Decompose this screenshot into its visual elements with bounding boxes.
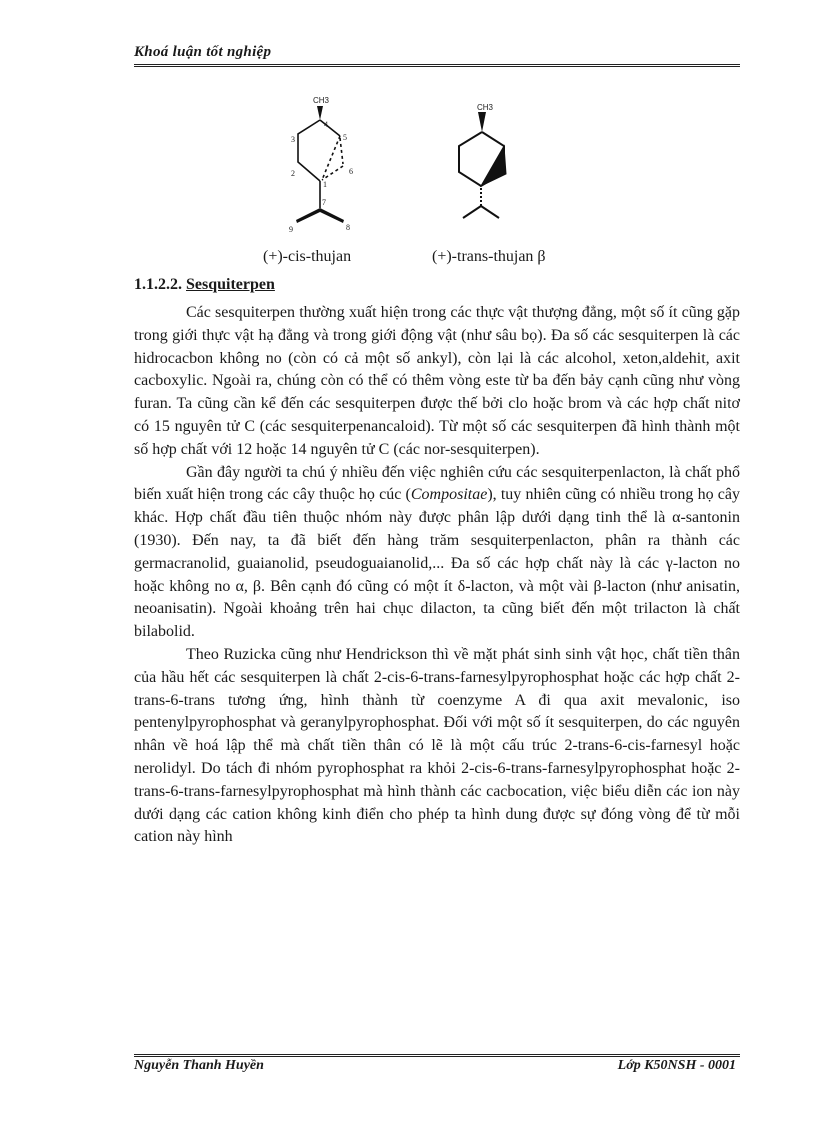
cis-atom-4: 4 (324, 120, 328, 129)
cis-atom-6: 6 (349, 167, 353, 176)
thujan-structures-figure (0, 80, 816, 270)
trans-isopropyl-left (463, 206, 481, 218)
paragraph-2 (134, 462, 740, 644)
paragraph-2-part-a: Gần đây người ta chú ý nhiều đến việc nghiên cứu các sesquiterpenlacton, là chất phổ biến xuất hiện trong các cây thuộc họ cúc ( (134, 463, 740, 504)
trans-cyclopropane-wedge (481, 146, 506, 186)
cis-methyl-wedge-bond (317, 106, 323, 120)
trans-isopropyl-right (481, 206, 499, 218)
section-number: 1.1.2.2. (134, 276, 182, 293)
trans-thujan-structure (459, 112, 506, 218)
section-heading (134, 276, 275, 294)
footer-class-label: Lớp K50NSH - 0001 (617, 1058, 736, 1073)
cis-thujan-structure (296, 106, 344, 223)
trans-methyl-wedge-bond (478, 112, 486, 132)
cis-ring-top-right-bond (320, 120, 340, 136)
paragraph-1: Các sesquiterpen thường xuất hiện trong các thực vật thượng đẳng, một số ít cũng gặp trong giới thực vật hạ đẳng và trong giới động vật (như sâu bọ). Đa số các sesquiterpen là các hidrocacbon không no (còn có cả một số ankyl), còn lại là các alcohol, xeton,aldehit, axit cacboxylic. Ngoài ra, chúng còn có thể có thêm vòng este từ ba đến bảy cạnh cũng như vòng furan. Ta cũng cần kể đến các sesquiterpen được thế bởi clo hoặc brom và các hợp chất nitơ có 15 nguyên tử C (các sesquiterpenancaloid). Từ một số các sesquiterpen đã hình thành một số hợp chất với 12 hoặc 14 nguyên tử C (các nor-sesquiterpen). (134, 304, 740, 458)
page-header-title: Khoá luận tốt nghiệp (134, 44, 272, 60)
trans-thujan-caption: (+)-trans-thujan β (432, 248, 546, 265)
header-rule-thick (134, 64, 740, 65)
header-rule-thin (134, 66, 740, 67)
cis-atom-5: 5 (343, 133, 347, 142)
cis-wedge-7-8 (320, 208, 344, 223)
cis-atom-7: 7 (322, 198, 326, 207)
cis-atom-2: 2 (291, 169, 295, 178)
cis-atom-3: 3 (291, 135, 295, 144)
cis-dashed-bond-6-1 (322, 166, 343, 180)
body-text (134, 302, 740, 849)
cis-atom-1: 1 (323, 180, 327, 189)
section-title: Sesquiterpen (186, 276, 275, 293)
cis-ring-left-edge (298, 120, 320, 181)
footer-rule-thin (134, 1056, 740, 1057)
paragraph-2-part-b: ), tuy nhiên cũng có nhiều trong họ cây khác. Hợp chất đầu tiên thuộc nhóm này được phân lập dưới dạng tinh thể là α-santonin (1930). Đến nay, ta đã biết đến hàng trăm sesquiterpenlacton, phân ra thành các germacranolid, guaianolid, pseudoguaianolid,... Đa số các hợp chất này là các γ-lacton no hoặc không no α, β. Bên cạnh đó cũng có một ít δ-lacton, và một vài β-lacton (như anisatin, neoanisatin). Ngoài khoảng trên hai chục dilacton, ta cũng biết đến một trilacton là chất bilabolid. (134, 486, 741, 641)
paragraph-3: Theo Ruzicka cũng như Hendrickson thì về mặt phát sinh sinh vật học, chất tiền thân của hầu hết các sesquiterpen là chất 2-cis-6-trans-farnesylpyrophosphat hoặc các hợp chất 2-trans-6-trans tương ứng, hình thành từ coenzyme A đi qua axit mevalonic, iso pentenylpyrophosphat và geranylpyrophosphat. Đối với một số ít sesquiterpen, do các nguyên nhân về hoá lập thể mà chất tiền thân có lẽ là một cấu trúc 2-trans-6-cis-farnesyl hoặc nerolidyl. Do tách đi nhóm pyrophosphat ra khỏi 2-cis-6-trans-farnesylpyrophosphat hoặc 2-trans-6-trans-farnesylpyrophosphat mà hình thành các cacbocation, việc biểu diễn các ion này dưới dạng các cation không kinh điển cho phép ta hình dung được sự đóng vòng để từ mỗi cation này hình (134, 645, 740, 846)
cis-ch3-label: CH3 (313, 96, 330, 105)
footer-author: Nguyễn Thanh Huyền (134, 1058, 264, 1073)
paragraph-2-compositae: Compositae (410, 486, 488, 504)
footer-rule-thick (134, 1054, 740, 1055)
trans-ch3-label: CH3 (477, 103, 494, 112)
cis-atom-8: 8 (346, 223, 350, 232)
cis-wedge-7-9 (296, 208, 320, 223)
cis-thujan-caption: (+)-cis-thujan (263, 248, 352, 265)
cis-atom-9: 9 (289, 225, 293, 234)
